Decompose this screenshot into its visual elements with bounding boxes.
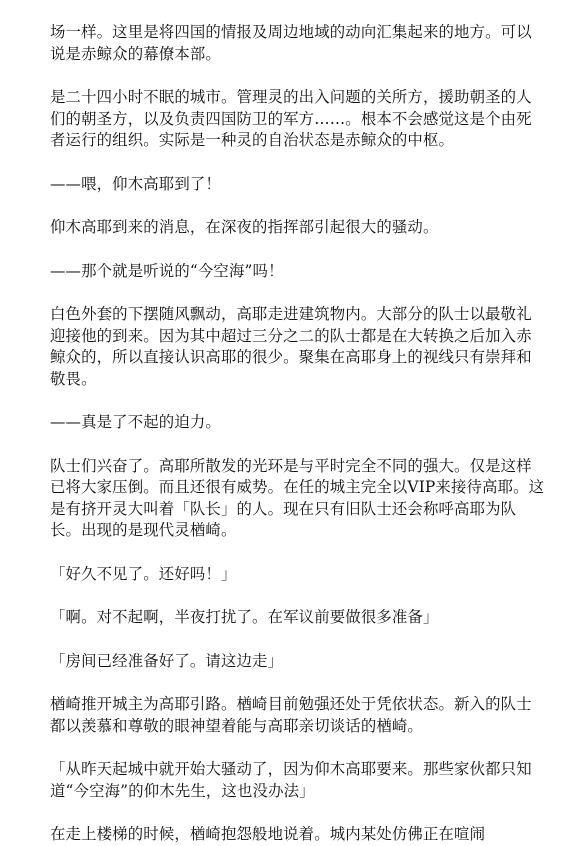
paragraph-14: 在走上楼梯的时候，楢崎抱怨般地说着。城内某处仿佛正在喧闹 bbox=[50, 825, 486, 843]
paragraph-9: 「好久不见了。还好吗！」 bbox=[50, 564, 237, 583]
paragraph-8: 队士们兴奋了。高耶所散发的光环是与平时完全不同的强大。仅是这样已将大家压倒。而且还很有威势。在任的城主完全以VIP来接待高耶。这是有挤开灵大叫着「队长」的人。现在只有旧队士还会称呼高耶为队长。出现的是现代灵楢崎。 bbox=[50, 456, 545, 539]
paragraph-4: 仰木高耶到来的消息，在深夜的指挥部引起很大的骚动。 bbox=[50, 218, 439, 236]
paragraph-5: ——那个就是听说的“今空海”吗！ bbox=[50, 261, 284, 280]
paragraph-13: 「从昨天起城中就开始大骚动了，因为仰木高耶要来。那些家伙都只知道“今空海”的仰木先生，这也没办法」 bbox=[50, 760, 532, 800]
paragraph-7: ——真是了不起的迫力。 bbox=[50, 413, 221, 431]
paragraph-2: 是二十四小时不眠的城市。管理灵的出入问题的关所方，援助朝圣的人们的朝圣方，以及负责四国防卫的军方……。根本不会感觉这是个由死者运行的组织。实际是一种灵的自治状态是赤鲸众的中枢。 bbox=[50, 88, 532, 149]
paragraph-6: 白色外套的下摆随风飘动，高耶走进建筑物内。大部分的队士以最敬礼迎接他的到来。因为其中超过三分之二的队士都是在大转换之后加入赤鲸众的，所以直接认识高耶的很少。聚集在高耶身上的视线只有崇拜和敬畏。 bbox=[50, 305, 532, 388]
paragraph-11: 「房间已经准备好了。请这边走」 bbox=[50, 651, 284, 670]
paragraph-12: 楢崎推开城主为高耶引路。楢崎目前勉强还处于凭依状态。新入的队士都以羡慕和尊敬的眼神望着能与高耶亲切谈话的楢崎。 bbox=[50, 695, 532, 735]
paragraph-1: 场一样。这里是将四国的情报及周边地域的动向汇集起来的地方。可以说是赤鲸众的幕僚本部。 bbox=[50, 23, 532, 63]
paragraph-3: ——喂，仰木高耶到了！ bbox=[50, 174, 221, 193]
paragraph-10: 「啊。对不起啊，半夜打扰了。在军议前要做很多准备」 bbox=[50, 608, 439, 626]
